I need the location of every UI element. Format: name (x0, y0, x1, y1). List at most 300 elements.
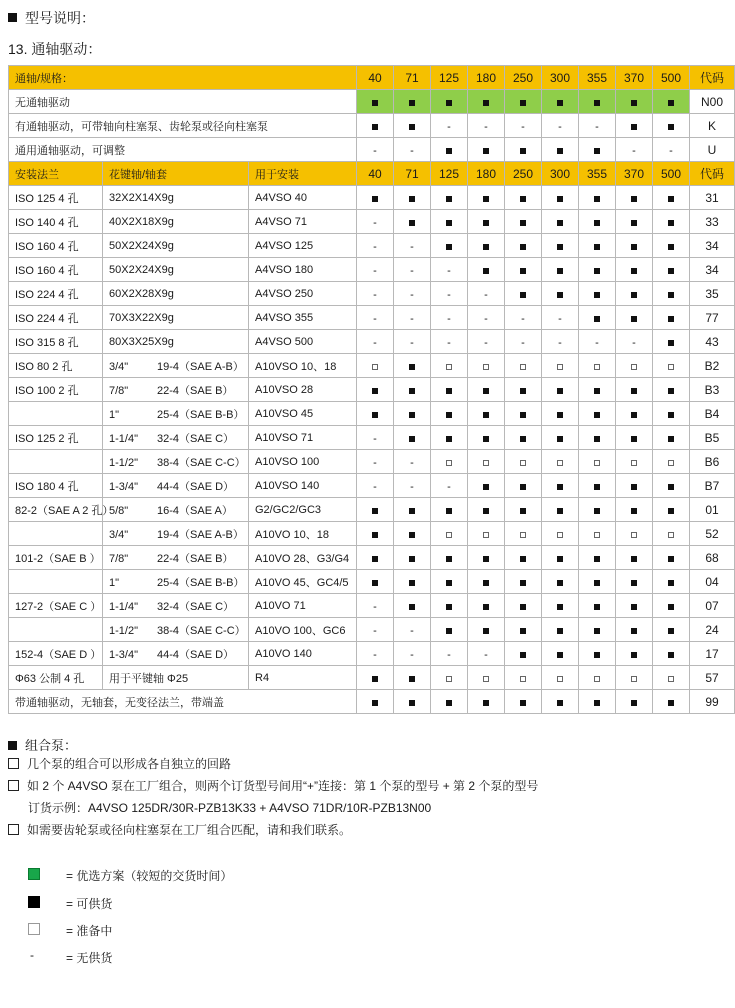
available-square-icon (446, 148, 452, 154)
combo-note-2: 如 2 个 A4VSO 泵在工厂组合，则两个订货型号间用“+”连接：第 1 个泵的型号 + 第 2 个泵的型号 (8, 777, 538, 794)
availability-cell (357, 330, 394, 354)
availability-cell (653, 282, 690, 306)
spline-cell (103, 306, 249, 330)
available-square-icon (372, 412, 378, 418)
available-square-icon (557, 412, 563, 418)
code-header: 代码 (690, 162, 735, 186)
availability-cell (653, 618, 690, 642)
not-available-dash: - (484, 288, 488, 301)
available-square-icon (483, 148, 489, 154)
flange-cell (9, 402, 103, 426)
flange-cell: ISO 224 4 孔 (9, 306, 103, 330)
available-square-icon (668, 388, 674, 394)
availability-cell (542, 354, 579, 378)
availability-cell (653, 522, 690, 546)
availability-cell (653, 234, 690, 258)
availability-cell (579, 522, 616, 546)
available-square-icon (668, 580, 674, 586)
availability-cell (357, 378, 394, 402)
availability-cell (616, 210, 653, 234)
availability-cell (357, 186, 394, 210)
availability-cell (542, 138, 579, 162)
available-square-icon (520, 604, 526, 610)
available-square-icon (409, 700, 415, 706)
available-square-icon (557, 292, 563, 298)
flange-header: 安装法兰 (9, 162, 103, 186)
in-preparation-square-icon (668, 460, 674, 466)
white-square-icon (28, 923, 40, 935)
available-square-icon (631, 220, 637, 226)
available-square-icon (557, 484, 563, 490)
availability-cell (505, 450, 542, 474)
availability-cell (394, 114, 431, 138)
available-square-icon (446, 100, 452, 106)
available-square-icon (409, 196, 415, 202)
availability-cell (431, 666, 468, 690)
availability-cell (579, 138, 616, 162)
flange-cell: ISO 180 4 孔 (9, 474, 103, 498)
mount-cell: A10VSO 140 (249, 474, 357, 498)
availability-cell (579, 354, 616, 378)
availability-cell (394, 402, 431, 426)
flange-cell: ISO 125 2 孔 (9, 426, 103, 450)
not-available-dash: - (447, 264, 451, 277)
spline-inch: 5/8" (109, 504, 129, 517)
order-code: 17 (690, 642, 735, 666)
spline-inch: 3/4" (109, 360, 129, 373)
available-square-icon (668, 412, 674, 418)
spline-spec: 32-4（SAE C） (157, 600, 235, 613)
availability-cell (579, 594, 616, 618)
available-square-icon (409, 412, 415, 418)
mount-cell: A10VSO 45 (249, 402, 357, 426)
not-available-dash: - (484, 312, 488, 325)
available-square-icon (631, 556, 637, 562)
availability-cell (431, 282, 468, 306)
in-preparation-square-icon (557, 460, 563, 466)
availability-cell (542, 186, 579, 210)
availability-cell (579, 330, 616, 354)
in-preparation-square-icon (372, 364, 378, 370)
end-cover-label: 带通轴驱动，无轴套，无变径法兰，带端盖 (9, 690, 357, 714)
available-square-icon (631, 100, 637, 106)
available-square-icon (557, 628, 563, 634)
availability-cell (468, 306, 505, 330)
availability-cell (653, 378, 690, 402)
not-available-dash: - (410, 456, 414, 469)
available-square-icon (631, 316, 637, 322)
not-available-dash: - (373, 456, 377, 469)
available-square-icon (557, 580, 563, 586)
not-available-dash: - (447, 336, 451, 349)
available-square-icon (409, 364, 415, 370)
flange-cell: ISO 80 2 孔 (9, 354, 103, 378)
availability-cell (431, 234, 468, 258)
in-preparation-square-icon (594, 460, 600, 466)
availability-cell (616, 474, 653, 498)
spline-spec: 38-4（SAE C-C） (157, 456, 246, 469)
size-header: 250 (505, 66, 542, 90)
available-square-icon (446, 556, 452, 562)
availability-cell (653, 330, 690, 354)
spline-inch: 40X2X18X9g (109, 215, 174, 228)
availability-cell (468, 450, 505, 474)
table-row (9, 378, 735, 402)
mount-cell: A10VO 71 (249, 594, 357, 618)
availability-cell (505, 114, 542, 138)
availability-cell (653, 258, 690, 282)
not-available-dash: - (484, 120, 488, 133)
available-square-icon (557, 148, 563, 154)
thru-drive-table (8, 65, 734, 714)
in-preparation-square-icon (483, 364, 489, 370)
available-square-icon (520, 292, 526, 298)
not-available-dash: - (373, 600, 377, 613)
in-preparation-square-icon (668, 364, 674, 370)
available-square-icon (631, 604, 637, 610)
in-preparation-square-icon (483, 532, 489, 538)
not-available-dash: - (632, 144, 636, 157)
availability-cell (431, 210, 468, 234)
availability-cell (505, 138, 542, 162)
availability-cell (616, 138, 653, 162)
availability-cell (579, 690, 616, 714)
black-square-icon (28, 896, 40, 908)
availability-cell (431, 426, 468, 450)
available-square-icon (668, 508, 674, 514)
available-square-icon (668, 556, 674, 562)
available-square-icon (372, 700, 378, 706)
availability-cell (357, 426, 394, 450)
spline-inch: 1-3/4" (109, 480, 138, 493)
availability-cell (431, 642, 468, 666)
spline-cell (103, 594, 249, 618)
table-row (9, 282, 735, 306)
flange-cell: ISO 125 4 孔 (9, 186, 103, 210)
availability-cell (505, 594, 542, 618)
availability-cell (394, 186, 431, 210)
spline-inch: 1" (109, 408, 120, 421)
available-square-icon (594, 244, 600, 250)
availability-cell (616, 306, 653, 330)
spline-cell (103, 234, 249, 258)
in-preparation-square-icon (631, 676, 637, 682)
available-square-icon (631, 436, 637, 442)
not-available-dash: - (373, 312, 377, 325)
available-square-icon (668, 628, 674, 634)
flange-cell: Φ63 公制 4 孔 (9, 666, 103, 690)
availability-cell (505, 498, 542, 522)
order-code: 77 (690, 306, 735, 330)
available-square-icon (557, 508, 563, 514)
table-row (9, 594, 735, 618)
size-header: 370 (616, 66, 653, 90)
not-available-dash: - (410, 648, 414, 661)
availability-cell (357, 618, 394, 642)
available-square-icon (520, 196, 526, 202)
green-square-icon (28, 868, 40, 880)
availability-cell (505, 546, 542, 570)
flange-cell: ISO 140 4 孔 (9, 210, 103, 234)
available-square-icon (557, 388, 563, 394)
availability-cell (468, 210, 505, 234)
not-available-dash: - (373, 432, 377, 445)
availability-cell (431, 330, 468, 354)
flange-cell: ISO 160 4 孔 (9, 234, 103, 258)
availability-cell (653, 138, 690, 162)
spline-cell (103, 402, 249, 426)
availability-cell (653, 90, 690, 114)
mount-cell: A10VSO 71 (249, 426, 357, 450)
availability-cell (468, 186, 505, 210)
mount-cell: A4VSO 500 (249, 330, 357, 354)
availability-cell (542, 378, 579, 402)
availability-cell (616, 522, 653, 546)
size-header: 370 (616, 162, 653, 186)
available-square-icon (409, 436, 415, 442)
availability-cell (357, 306, 394, 330)
availability-cell (357, 450, 394, 474)
available-square-icon (631, 580, 637, 586)
available-square-icon (372, 388, 378, 394)
availability-cell (394, 210, 431, 234)
mount-cell: G2/GC2/GC3 (249, 498, 357, 522)
available-square-icon (594, 268, 600, 274)
not-available-dash: - (595, 336, 599, 349)
availability-cell (468, 114, 505, 138)
availability-cell (653, 474, 690, 498)
available-square-icon (520, 508, 526, 514)
available-square-icon (668, 604, 674, 610)
available-square-icon (594, 316, 600, 322)
available-square-icon (594, 484, 600, 490)
availability-cell (394, 594, 431, 618)
combo-pump-title: 组合泵： (8, 735, 77, 754)
not-available-dash: - (410, 336, 414, 349)
available-square-icon (520, 556, 526, 562)
in-preparation-square-icon (668, 532, 674, 538)
not-available-dash: - (558, 120, 562, 133)
mount-cell: A10VO 100、GC6 (249, 618, 357, 642)
code-header: 代码 (690, 66, 735, 90)
availability-cell (394, 570, 431, 594)
size-header: 180 (468, 162, 505, 186)
flange-cell: ISO 224 4 孔 (9, 282, 103, 306)
availability-cell (468, 258, 505, 282)
availability-cell (468, 594, 505, 618)
size-header: 355 (579, 66, 616, 90)
available-square-icon (557, 556, 563, 562)
availability-cell (468, 378, 505, 402)
not-available-dash: - (669, 144, 673, 157)
availability-cell (357, 90, 394, 114)
availability-cell (616, 186, 653, 210)
availability-cell (579, 378, 616, 402)
available-square-icon (631, 124, 637, 130)
availability-cell (431, 378, 468, 402)
table-row (9, 666, 735, 690)
order-code: B3 (690, 378, 735, 402)
available-square-icon (446, 388, 452, 394)
availability-cell (579, 402, 616, 426)
available-square-icon (520, 100, 526, 106)
not-available-dash: - (447, 288, 451, 301)
combo-note-1: 几个泵的组合可以形成各自独立的回路 (8, 755, 231, 772)
table-row (9, 426, 735, 450)
availability-cell (394, 138, 431, 162)
spline-cell (103, 546, 249, 570)
availability-cell (394, 474, 431, 498)
availability-cell (357, 258, 394, 282)
mount-header: 用于安装 (249, 162, 357, 186)
mount-cell: R4 (249, 666, 357, 690)
order-code: 68 (690, 546, 735, 570)
available-square-icon (594, 700, 600, 706)
availability-cell (505, 330, 542, 354)
spline-spec: 16-4（SAE A） (157, 504, 233, 517)
mount-cell: A4VSO 250 (249, 282, 357, 306)
in-preparation-square-icon (483, 460, 489, 466)
spline-cell (103, 666, 249, 690)
not-available-dash: - (410, 264, 414, 277)
available-square-icon (668, 436, 674, 442)
availability-cell (357, 210, 394, 234)
availability-cell (394, 306, 431, 330)
not-available-dash: - (447, 480, 451, 493)
availability-cell (542, 642, 579, 666)
not-available-dash: - (447, 120, 451, 133)
availability-cell (542, 234, 579, 258)
availability-cell (616, 594, 653, 618)
available-square-icon (668, 124, 674, 130)
available-square-icon (520, 700, 526, 706)
not-available-dash: - (410, 240, 414, 253)
in-preparation-square-icon (520, 460, 526, 466)
flange-cell (9, 618, 103, 642)
availability-cell (579, 234, 616, 258)
available-square-icon (446, 580, 452, 586)
availability-cell (542, 570, 579, 594)
subsection-title: 13. 通轴驱动： (8, 41, 102, 57)
availability-cell (394, 690, 431, 714)
in-preparation-square-icon (520, 532, 526, 538)
availability-cell (579, 618, 616, 642)
in-preparation-square-icon (446, 364, 452, 370)
availability-cell (431, 258, 468, 282)
mount-cell: A10VSO 28 (249, 378, 357, 402)
spline-cell (103, 426, 249, 450)
order-code: 34 (690, 258, 735, 282)
not-available-dash: - (373, 216, 377, 229)
availability-cell (505, 690, 542, 714)
available-square-icon (409, 508, 415, 514)
available-square-icon (594, 100, 600, 106)
available-square-icon (557, 100, 563, 106)
availability-cell (468, 474, 505, 498)
availability-cell (616, 282, 653, 306)
availability-cell (357, 570, 394, 594)
available-square-icon (446, 700, 452, 706)
thru-spec-header: 通轴/规格： (9, 66, 357, 90)
available-square-icon (520, 220, 526, 226)
availability-cell (579, 498, 616, 522)
available-square-icon (557, 652, 563, 658)
size-header: 125 (431, 162, 468, 186)
table-row (9, 330, 735, 354)
not-available-dash: - (484, 336, 488, 349)
availability-cell (579, 258, 616, 282)
spline-cell (103, 210, 249, 234)
availability-cell (616, 234, 653, 258)
available-square-icon (446, 604, 452, 610)
table-row (9, 570, 735, 594)
order-code: U (690, 138, 735, 162)
availability-cell (542, 306, 579, 330)
availability-cell (357, 690, 394, 714)
thru-label: 有通轴驱动，可带轴向柱塞泵、齿轮泵或径向柱塞泵 (9, 114, 357, 138)
available-square-icon (446, 436, 452, 442)
table-row (9, 354, 735, 378)
thru-label: 无通轴驱动 (9, 90, 357, 114)
available-square-icon (483, 628, 489, 634)
available-square-icon (557, 436, 563, 442)
availability-cell (357, 594, 394, 618)
in-preparation-square-icon (594, 364, 600, 370)
available-square-icon (594, 388, 600, 394)
available-square-icon (483, 700, 489, 706)
availability-cell (653, 354, 690, 378)
available-square-icon (631, 484, 637, 490)
in-preparation-square-icon (446, 532, 452, 538)
availability-cell (542, 282, 579, 306)
availability-cell (616, 90, 653, 114)
size-header: 71 (394, 66, 431, 90)
available-square-icon (409, 100, 415, 106)
available-square-icon (520, 580, 526, 586)
size-header: 500 (653, 162, 690, 186)
available-square-icon (668, 484, 674, 490)
availability-cell (505, 522, 542, 546)
availability-cell (505, 474, 542, 498)
order-code: 04 (690, 570, 735, 594)
available-square-icon (631, 196, 637, 202)
availability-cell (431, 522, 468, 546)
table-row (9, 186, 735, 210)
availability-cell (468, 618, 505, 642)
available-square-icon (520, 652, 526, 658)
availability-cell (468, 426, 505, 450)
order-code: B6 (690, 450, 735, 474)
availability-cell (505, 378, 542, 402)
in-preparation-square-icon (557, 532, 563, 538)
not-available-dash: - (410, 624, 414, 637)
available-square-icon (483, 484, 489, 490)
size-header: 71 (394, 162, 431, 186)
availability-cell (468, 666, 505, 690)
available-square-icon (483, 388, 489, 394)
order-code: B2 (690, 354, 735, 378)
not-available-dash: - (373, 480, 377, 493)
checkbox-bullet-icon (8, 824, 19, 835)
spline-inch: 1-1/2" (109, 624, 138, 637)
availability-cell (431, 354, 468, 378)
availability-cell (653, 642, 690, 666)
mount-cell: A4VSO 180 (249, 258, 357, 282)
available-square-icon (520, 244, 526, 250)
available-square-icon (557, 700, 563, 706)
availability-cell (653, 594, 690, 618)
spline-inch: 1-1/4" (109, 432, 138, 445)
